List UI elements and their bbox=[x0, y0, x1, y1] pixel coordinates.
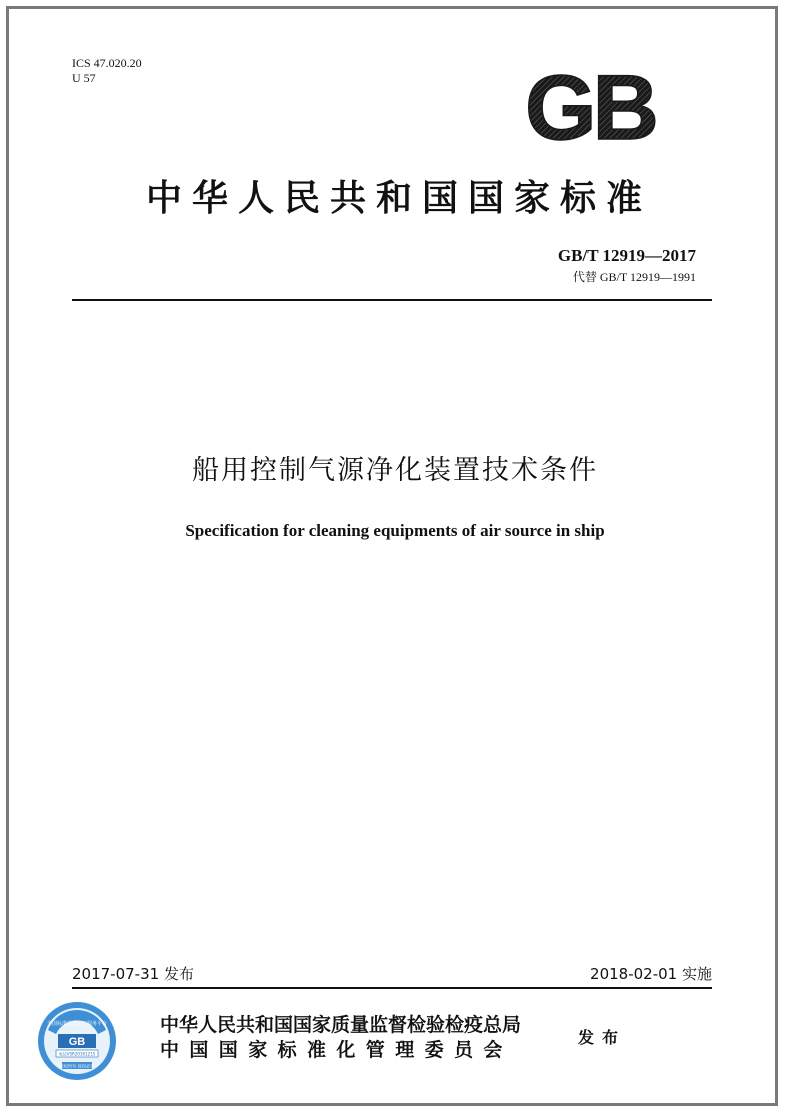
effective-date: 2018-02-01 实施 bbox=[590, 965, 712, 983]
issuer-line-2: 中国国家标准化管理委员会 bbox=[160, 1039, 513, 1061]
standard-number-block bbox=[558, 246, 696, 285]
national-standard-title: 中华人民共和国国家标准 bbox=[145, 177, 652, 219]
issuer-line-1: 中华人民共和国国家质量监督检验检疫总局 bbox=[160, 1014, 522, 1036]
seal-footer-text: 版权所有 侵权必究 bbox=[59, 1063, 95, 1069]
bottom-divider bbox=[72, 987, 712, 989]
seal-id-text: 电信VSR20161215 bbox=[58, 1051, 96, 1057]
platform-seal-icon bbox=[36, 1000, 118, 1082]
classification-block bbox=[72, 56, 142, 86]
issue-action: 发布 bbox=[578, 1028, 627, 1047]
gb-logo bbox=[510, 68, 670, 148]
gb-logo-text: GB bbox=[525, 68, 655, 148]
ccs-code: U 57 bbox=[72, 71, 96, 85]
replaces-standard: 代替 GB/T 12919—1991 bbox=[572, 270, 696, 284]
issuer-block bbox=[160, 1013, 521, 1063]
seal-label: GB bbox=[68, 1036, 86, 1048]
top-divider bbox=[72, 299, 712, 301]
issue-date: 2017-07-31 发布 bbox=[72, 965, 194, 983]
document-title-en: Specification for cleaning equipments of air source in ship bbox=[185, 521, 605, 540]
document-title-cn: 船用控制气源净化装置技术条件 bbox=[192, 455, 598, 486]
seal-banner-text: 全国标准信息公共服务平台 bbox=[46, 1021, 108, 1027]
standard-code: GB/T 12919—2017 bbox=[557, 246, 696, 265]
ics-code: ICS 47.020.20 bbox=[72, 56, 142, 70]
